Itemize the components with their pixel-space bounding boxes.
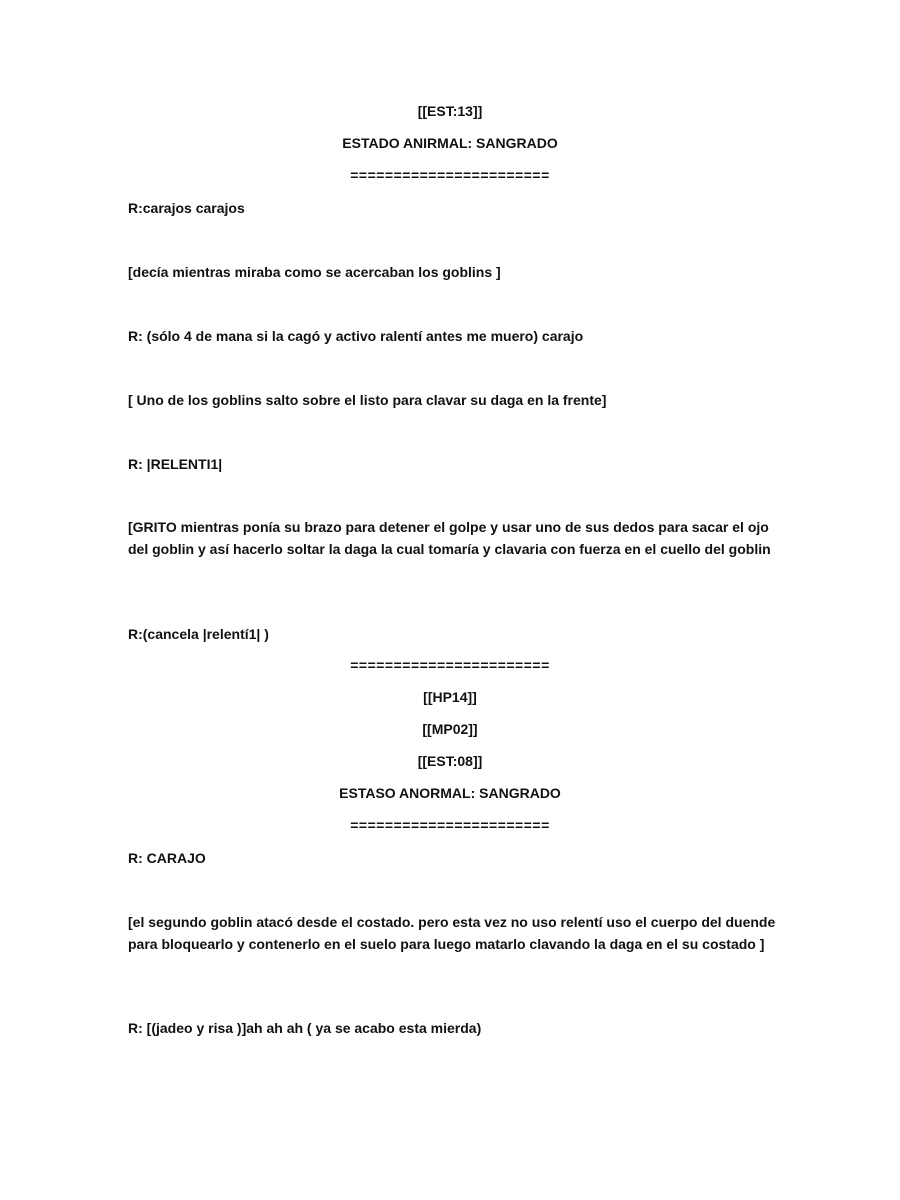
estado-anirmal-line: ESTADO ANIRMAL: SANGRADO bbox=[342, 135, 558, 151]
narration-paragraph: [GRITO mientras ponía su brazo para detener el golpe y usar uno de sus dedos para sacar el ojo del goblin y así hacerlo soltar la daga la cual tomaría y clavaria con fuerza en el cuello del goblin bbox=[128, 519, 771, 557]
mp-line: [[MP02]] bbox=[422, 721, 478, 737]
dialogue-line: R: |RELENTI1| bbox=[128, 456, 223, 472]
separator-line: ======================= bbox=[350, 817, 550, 833]
separator-line: ======================= bbox=[350, 657, 550, 673]
est-08-line: [[EST:08]] bbox=[417, 753, 483, 769]
dialogue-line: R: [(jadeo y risa )]ah ah ah ( ya se acabo esta mierda) bbox=[128, 1020, 482, 1036]
separator-line: ======================= bbox=[350, 167, 550, 183]
est-13-line: [[EST:13]] bbox=[417, 103, 483, 119]
narration-paragraph: [el segundo goblin atacó desde el costado. pero esta vez no uso relentí uso el cuerpo del duende para bloquearlo y contenerlo en el suelo para luego matarlo clavando la daga en el su costado ] bbox=[128, 914, 776, 952]
estado-anormal-line: ESTASO ANORMAL: SANGRADO bbox=[339, 785, 561, 801]
dialogue-line: R: (sólo 4 de mana si la cagó y activo ralentí antes me muero) carajo bbox=[128, 328, 584, 344]
narration-line: [decía mientras miraba como se acercaban los goblins ] bbox=[128, 264, 501, 280]
narration-line: [ Uno de los goblins salto sobre el listo para clavar su daga en la frente] bbox=[128, 392, 607, 408]
dialogue-line: R: CARAJO bbox=[128, 850, 206, 866]
hp-line: [[HP14]] bbox=[423, 689, 477, 705]
dialogue-line: R:(cancela |relentí1| ) bbox=[128, 626, 269, 642]
dialogue-line: R:carajos carajos bbox=[128, 200, 245, 216]
